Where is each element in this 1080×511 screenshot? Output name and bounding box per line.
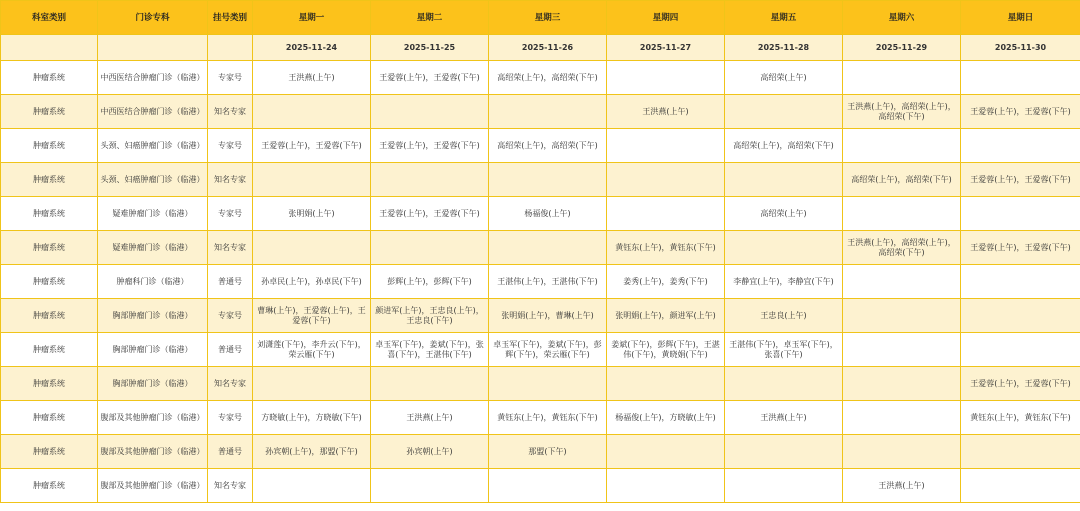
schedule-cell bbox=[961, 265, 1080, 299]
schedule-cell: 王洪燕(上午) bbox=[725, 401, 843, 435]
schedule-cell bbox=[253, 231, 371, 265]
schedule-cell bbox=[843, 299, 961, 333]
schedule-cell bbox=[843, 401, 961, 435]
type-cell: 专家号 bbox=[208, 401, 253, 435]
schedule-cell: 王爱蓉(上午)，王爱蓉(下午) bbox=[371, 61, 489, 95]
header-row bbox=[1, 1, 1080, 35]
schedule-cell: 张明娟(上午)，颜进军(上午) bbox=[607, 299, 725, 333]
type-cell: 知名专家 bbox=[208, 231, 253, 265]
type-cell: 专家号 bbox=[208, 61, 253, 95]
schedule-cell bbox=[961, 333, 1080, 367]
table-row bbox=[1, 435, 1080, 469]
schedule-cell bbox=[607, 129, 725, 163]
schedule-cell bbox=[961, 299, 1080, 333]
schedule-cell bbox=[961, 197, 1080, 231]
schedule-cell: 王爱蓉(上午)，王爱蓉(下午) bbox=[371, 197, 489, 231]
table-row bbox=[1, 265, 1080, 299]
table-row bbox=[1, 231, 1080, 265]
dept-cell: 肿瘤系统 bbox=[1, 435, 98, 469]
date-wed: 2025-11-26 bbox=[489, 35, 607, 61]
schedule-cell: 杨福俊(上午)，方晓敏(上午) bbox=[607, 401, 725, 435]
schedule-cell bbox=[725, 367, 843, 401]
date-mon: 2025-11-24 bbox=[253, 35, 371, 61]
table-row bbox=[1, 367, 1080, 401]
schedule-cell: 黄钰东(上午)，黄钰东(下午) bbox=[961, 401, 1080, 435]
table-row bbox=[1, 469, 1080, 503]
type-cell: 知名专家 bbox=[208, 95, 253, 129]
schedule-cell: 王湛伟(下午)，卓玉军(下午)，张喜(下午) bbox=[725, 333, 843, 367]
schedule-cell: 张明娟(上午)，曹琳(上午) bbox=[489, 299, 607, 333]
dept-cell: 肿瘤系统 bbox=[1, 129, 98, 163]
type-cell: 知名专家 bbox=[208, 367, 253, 401]
schedule-cell bbox=[253, 163, 371, 197]
dept-cell: 肿瘤系统 bbox=[1, 367, 98, 401]
schedule-cell bbox=[725, 95, 843, 129]
table-row bbox=[1, 95, 1080, 129]
schedule-cell bbox=[843, 265, 961, 299]
dept-cell: 肿瘤系统 bbox=[1, 333, 98, 367]
dept-cell: 肿瘤系统 bbox=[1, 469, 98, 503]
schedule-cell: 高绍荣(上午)，高绍荣(下午) bbox=[843, 163, 961, 197]
schedule-cell: 王洪燕(上午)，高绍荣(上午)，高绍荣(下午) bbox=[843, 95, 961, 129]
schedule-cell bbox=[961, 435, 1080, 469]
schedule-cell: 王爱蓉(上午)，王爱蓉(下午) bbox=[961, 231, 1080, 265]
schedule-cell bbox=[843, 435, 961, 469]
type-cell: 专家号 bbox=[208, 299, 253, 333]
schedule-cell: 刘潇莲(下午)，李升云(下午)，荣云雁(下午) bbox=[253, 333, 371, 367]
schedule-cell: 高绍荣(上午)，高绍荣(下午) bbox=[489, 129, 607, 163]
schedule-cell bbox=[253, 469, 371, 503]
clinic-cell: 胸部肿瘤门诊（临港） bbox=[98, 299, 208, 333]
schedule-cell: 高绍荣(上午) bbox=[725, 61, 843, 95]
schedule-cell bbox=[843, 197, 961, 231]
clinic-cell: 头颈、妇癌肿瘤门诊（临港） bbox=[98, 129, 208, 163]
clinic-cell: 疑难肿瘤门诊（临港） bbox=[98, 197, 208, 231]
day-header-wed: 星期三 bbox=[489, 1, 607, 35]
schedule-cell: 王洪燕(上午) bbox=[371, 401, 489, 435]
schedule-cell: 颜进军(上午)，王忠良(上午)，王忠良(下午) bbox=[371, 299, 489, 333]
schedule-cell: 孙宾朝(上午)，那盟(下午) bbox=[253, 435, 371, 469]
schedule-cell: 王洪燕(上午) bbox=[607, 95, 725, 129]
day-header-sat: 星期六 bbox=[843, 1, 961, 35]
schedule-cell bbox=[489, 163, 607, 197]
schedule-cell bbox=[843, 61, 961, 95]
schedule-cell bbox=[607, 61, 725, 95]
date-sun: 2025-11-30 bbox=[961, 35, 1080, 61]
schedule-body bbox=[1, 61, 1080, 503]
type-cell: 知名专家 bbox=[208, 469, 253, 503]
schedule-cell bbox=[725, 469, 843, 503]
schedule-cell bbox=[607, 367, 725, 401]
schedule-cell bbox=[725, 163, 843, 197]
clinic-header: 门诊专科 bbox=[98, 1, 208, 35]
schedule-cell: 卓玉军(下午)，姜斌(下午)，彭辉(下午)，荣云雁(下午) bbox=[489, 333, 607, 367]
schedule-cell bbox=[489, 95, 607, 129]
schedule-cell bbox=[843, 333, 961, 367]
schedule-cell: 王洪燕(上午)，高绍荣(上午)，高绍荣(下午) bbox=[843, 231, 961, 265]
type-cell: 知名专家 bbox=[208, 163, 253, 197]
schedule-cell: 王洪燕(上午) bbox=[843, 469, 961, 503]
type-cell: 普通号 bbox=[208, 333, 253, 367]
schedule-cell bbox=[371, 163, 489, 197]
schedule-cell bbox=[489, 231, 607, 265]
schedule-cell bbox=[371, 231, 489, 265]
date-blank bbox=[208, 35, 253, 61]
schedule-cell: 方晓敏(上午)，方晓敏(下午) bbox=[253, 401, 371, 435]
schedule-cell: 王湛伟(上午)，王湛伟(下午) bbox=[489, 265, 607, 299]
dept-cell: 肿瘤系统 bbox=[1, 163, 98, 197]
schedule-cell: 高绍荣(上午) bbox=[725, 197, 843, 231]
schedule-cell: 高绍荣(上午)，高绍荣(下午) bbox=[489, 61, 607, 95]
clinic-cell: 肿瘤科门诊（临港） bbox=[98, 265, 208, 299]
schedule-cell: 杨福俊(上午) bbox=[489, 197, 607, 231]
date-blank bbox=[98, 35, 208, 61]
schedule-cell: 卓玉军(下午)，姜斌(下午)，张喜(下午)，王湛伟(下午) bbox=[371, 333, 489, 367]
schedule-cell: 王爱蓉(上午)，王爱蓉(下午) bbox=[371, 129, 489, 163]
dept-cell: 肿瘤系统 bbox=[1, 401, 98, 435]
clinic-cell: 疑难肿瘤门诊（临港） bbox=[98, 231, 208, 265]
table-row bbox=[1, 61, 1080, 95]
day-header-fri: 星期五 bbox=[725, 1, 843, 35]
table-row bbox=[1, 401, 1080, 435]
clinic-cell: 中西医结合肿瘤门诊（临港） bbox=[98, 95, 208, 129]
type-cell: 普通号 bbox=[208, 435, 253, 469]
schedule-cell: 曹琳(上午)，王爱蓉(上午)，王爱蓉(下午) bbox=[253, 299, 371, 333]
schedule-cell bbox=[371, 469, 489, 503]
schedule-cell: 王爱蓉(上午)，王爱蓉(下午) bbox=[253, 129, 371, 163]
date-fri: 2025-11-28 bbox=[725, 35, 843, 61]
dept-cell: 肿瘤系统 bbox=[1, 299, 98, 333]
type-cell: 专家号 bbox=[208, 129, 253, 163]
schedule-cell: 王洪燕(上午) bbox=[253, 61, 371, 95]
clinic-cell: 腹部及其他肿瘤门诊（临港） bbox=[98, 469, 208, 503]
table-row bbox=[1, 197, 1080, 231]
schedule-cell: 姜秀(上午)，姜秀(下午) bbox=[607, 265, 725, 299]
dept-cell: 肿瘤系统 bbox=[1, 265, 98, 299]
schedule-cell bbox=[607, 197, 725, 231]
schedule-cell bbox=[961, 129, 1080, 163]
schedule-cell: 张明娟(上午) bbox=[253, 197, 371, 231]
schedule-cell bbox=[371, 367, 489, 401]
schedule-cell: 黄钰东(上午)，黄钰东(下午) bbox=[607, 231, 725, 265]
table-row bbox=[1, 163, 1080, 197]
schedule-cell bbox=[961, 61, 1080, 95]
dept-cell: 肿瘤系统 bbox=[1, 231, 98, 265]
schedule-cell bbox=[253, 367, 371, 401]
type-cell: 专家号 bbox=[208, 197, 253, 231]
schedule-cell bbox=[961, 469, 1080, 503]
schedule-cell: 姜斌(下午)，彭辉(下午)，王湛伟(下午)，黄晓娟(下午) bbox=[607, 333, 725, 367]
date-sat: 2025-11-29 bbox=[843, 35, 961, 61]
clinic-cell: 腹部及其他肿瘤门诊（临港） bbox=[98, 401, 208, 435]
table-row bbox=[1, 299, 1080, 333]
table-row bbox=[1, 333, 1080, 367]
dept-cell: 肿瘤系统 bbox=[1, 61, 98, 95]
clinic-cell: 胸部肿瘤门诊（临港） bbox=[98, 367, 208, 401]
schedule-cell: 王忠良(上午) bbox=[725, 299, 843, 333]
day-header-mon: 星期一 bbox=[253, 1, 371, 35]
dept-header: 科室类别 bbox=[1, 1, 98, 35]
date-tue: 2025-11-25 bbox=[371, 35, 489, 61]
clinic-cell: 胸部肿瘤门诊（临港） bbox=[98, 333, 208, 367]
date-blank bbox=[1, 35, 98, 61]
schedule-cell bbox=[253, 95, 371, 129]
day-header-thu: 星期四 bbox=[607, 1, 725, 35]
date-thu: 2025-11-27 bbox=[607, 35, 725, 61]
clinic-cell: 中西医结合肿瘤门诊（临港） bbox=[98, 61, 208, 95]
schedule-cell: 李静宜(上午)，李静宜(下午) bbox=[725, 265, 843, 299]
schedule-cell: 王爱蓉(上午)，王爱蓉(下午) bbox=[961, 367, 1080, 401]
schedule-cell: 彭辉(上午)，彭辉(下午) bbox=[371, 265, 489, 299]
clinic-cell: 头颈、妇癌肿瘤门诊（临港） bbox=[98, 163, 208, 197]
schedule-cell: 王爱蓉(上午)，王爱蓉(下午) bbox=[961, 163, 1080, 197]
date-row bbox=[1, 35, 1080, 61]
schedule-cell bbox=[843, 129, 961, 163]
schedule-cell: 孙卓民(上午)，孙卓民(下午) bbox=[253, 265, 371, 299]
dept-cell: 肿瘤系统 bbox=[1, 95, 98, 129]
schedule-cell bbox=[843, 367, 961, 401]
schedule-cell: 高绍荣(上午)，高绍荣(下午) bbox=[725, 129, 843, 163]
schedule-cell: 孙宾朝(上午) bbox=[371, 435, 489, 469]
table-row bbox=[1, 129, 1080, 163]
dept-cell: 肿瘤系统 bbox=[1, 197, 98, 231]
type-header: 挂号类别 bbox=[208, 1, 253, 35]
schedule-cell bbox=[371, 95, 489, 129]
schedule-cell: 黄钰东(上午)，黄钰东(下午) bbox=[489, 401, 607, 435]
schedule-cell: 那盟(下午) bbox=[489, 435, 607, 469]
clinic-cell: 腹部及其他肿瘤门诊（临港） bbox=[98, 435, 208, 469]
schedule-cell bbox=[607, 435, 725, 469]
day-header-tue: 星期二 bbox=[371, 1, 489, 35]
schedule-cell bbox=[725, 435, 843, 469]
schedule-cell bbox=[725, 231, 843, 265]
schedule-cell bbox=[607, 163, 725, 197]
schedule-cell bbox=[489, 367, 607, 401]
schedule-cell bbox=[607, 469, 725, 503]
day-header-sun: 星期日 bbox=[961, 1, 1080, 35]
type-cell: 普通号 bbox=[208, 265, 253, 299]
schedule-cell: 王爱蓉(上午)，王爱蓉(下午) bbox=[961, 95, 1080, 129]
schedule-cell bbox=[489, 469, 607, 503]
